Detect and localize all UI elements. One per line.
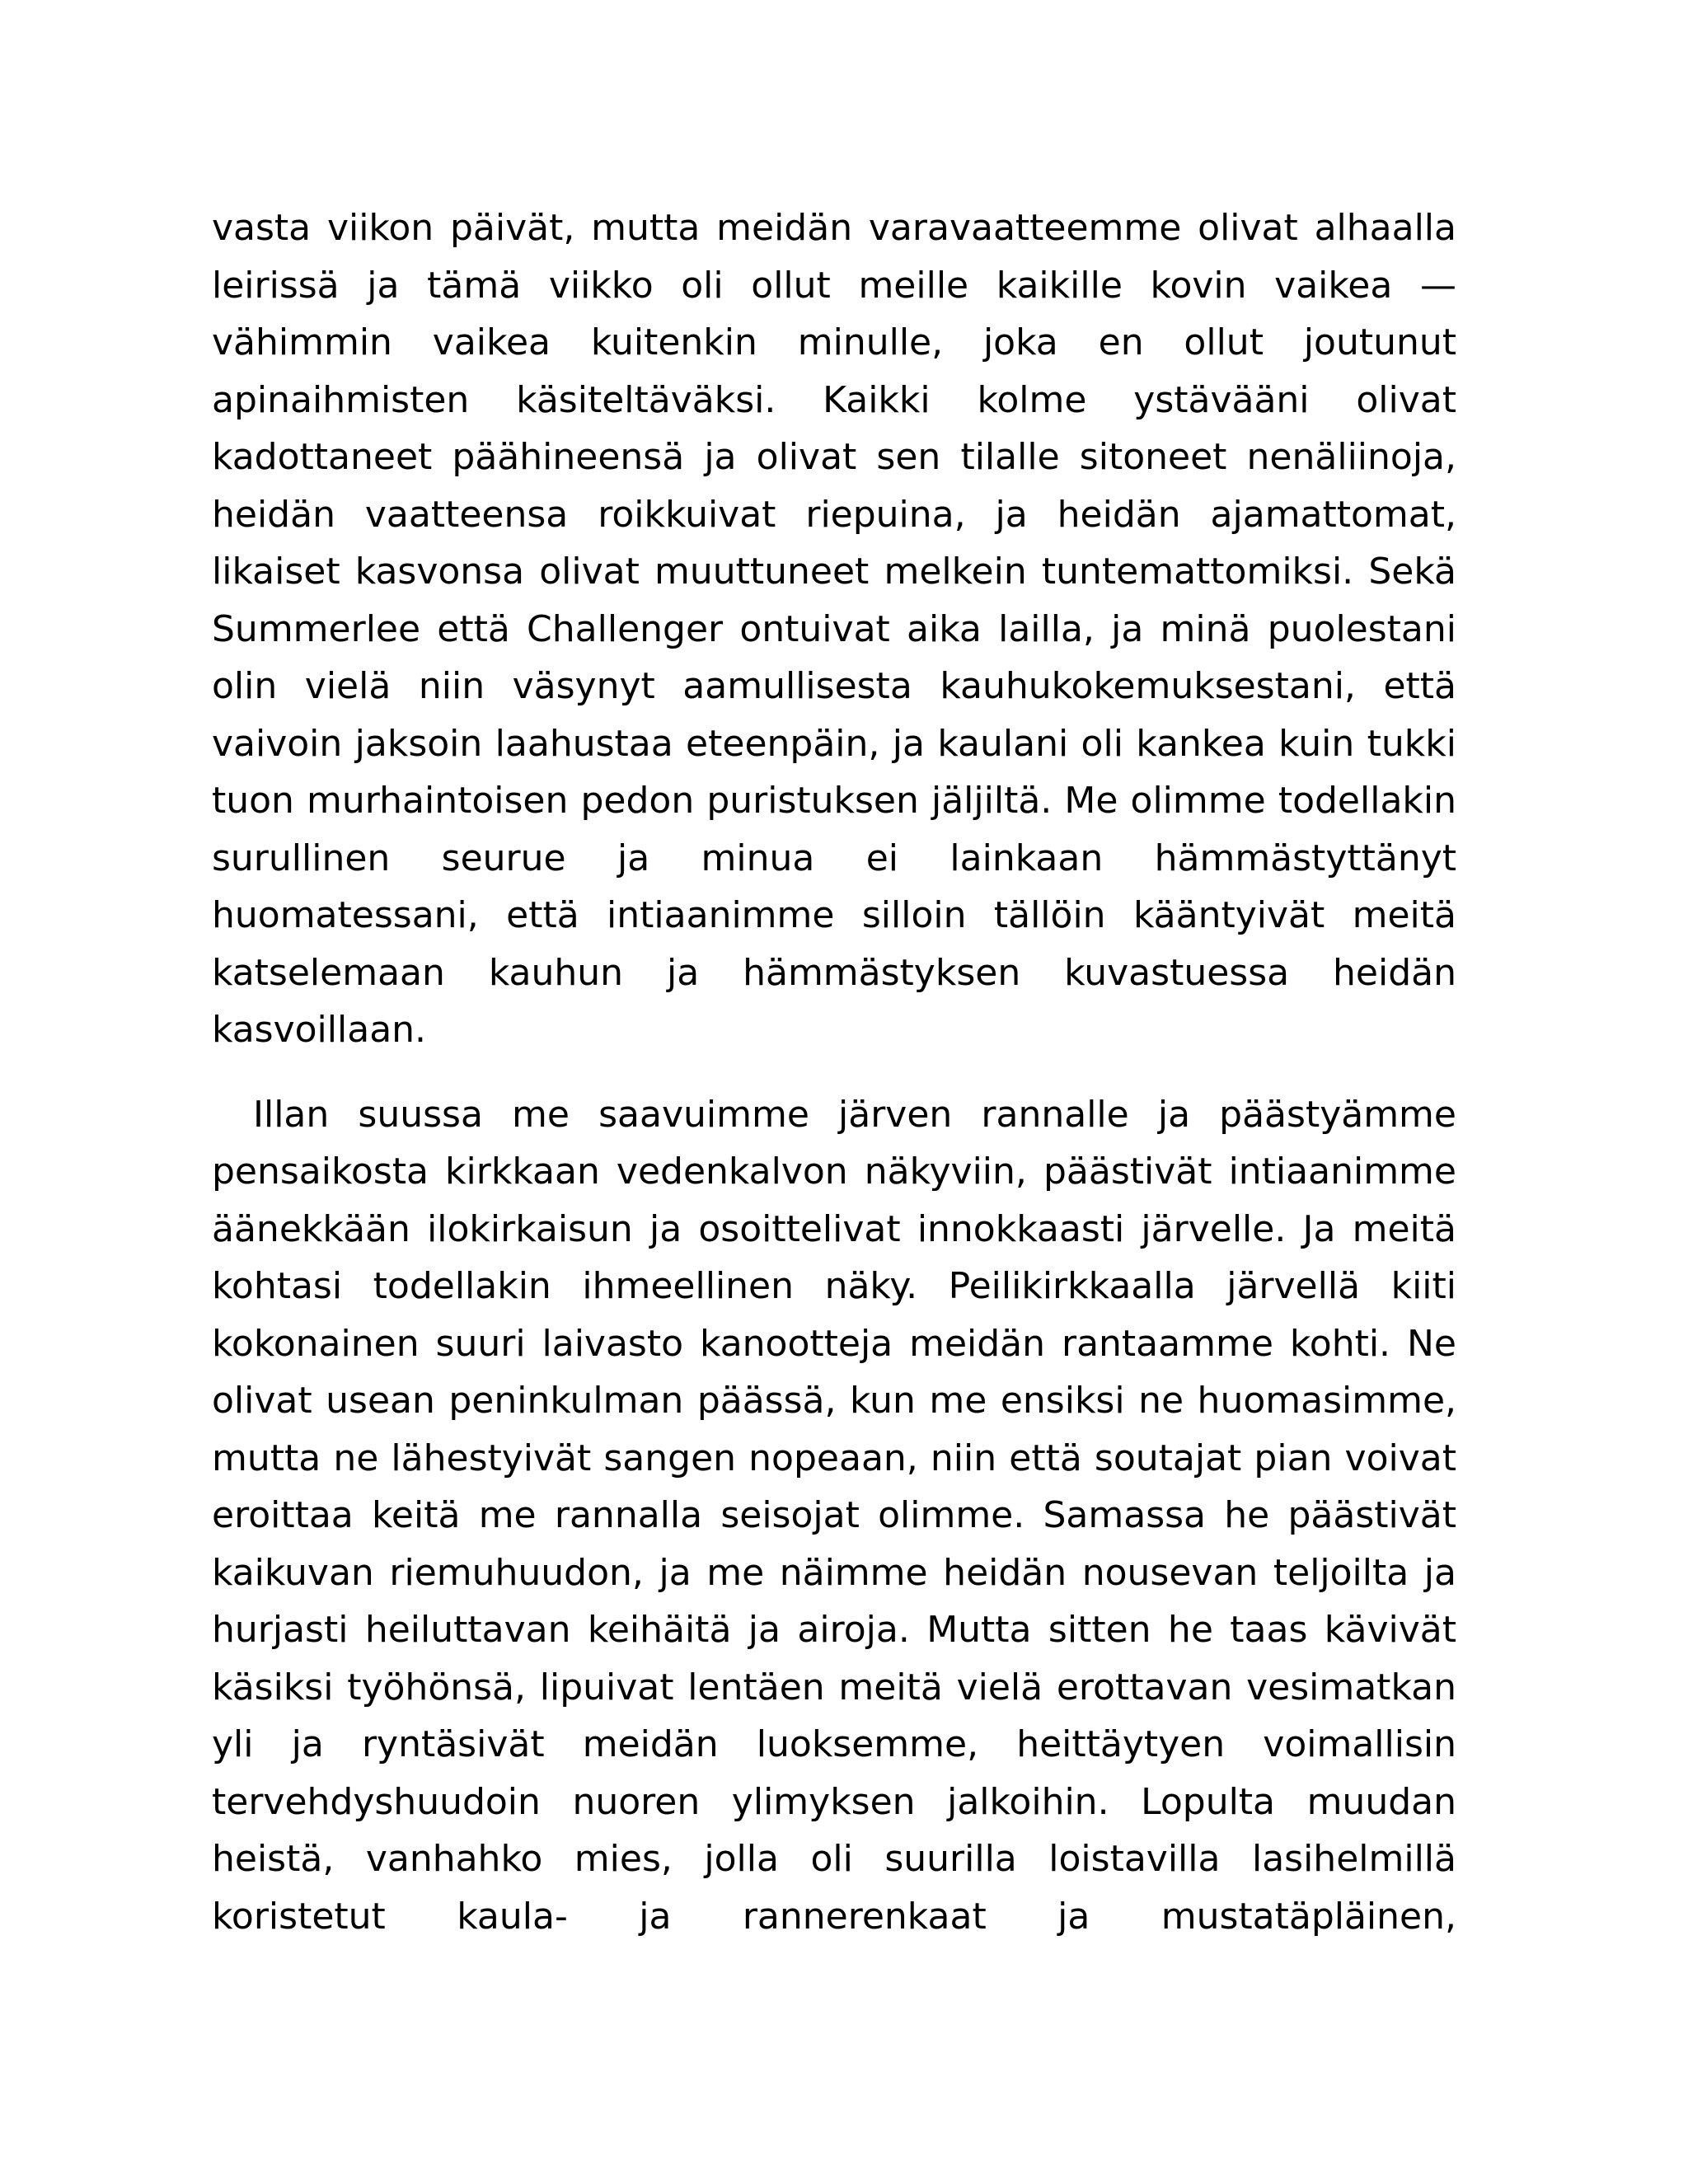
- paragraph-2: Illan suussa me saavuimme järven rannalle ja päästyämme pensaikosta kirkkaan vedenkalvon näkyviin, päästivät intiaanimme äänekkään ilokirkaisun ja osoittelivat innokkaasti järvelle. Ja meitä kohtasi todellakin ihmeellinen näky. Peilikirkkaalla järvellä kiiti kokonainen suuri laivasto kanootteja meidän rantaamme kohti. Ne olivat usean peninkulman päässä, kun me ensiksi ne huomasimme, mutta ne lähestyivät sangen nopeaan, niin että soutajat pian voivat eroittaa keitä me rannalla seisojat olimme. Samassa he päästivät kaikuvan riemuhuudon, ja me näimme heidän nousevan teljoilta ja hurjasti heiluttavan keihäitä ja airoja. Mutta sitten he taas kävivät käsiksi työhönsä, lipuivat lentäen meitä vielä erottavan vesimatkan yli ja ryntäsivät meidän luoksemme, heittäytyen voimallisin tervehdyshuudoin nuoren ylimyksen jalkoihin. Lopulta muudan heistä, vanhahko mies, jolla oli suurilla loistavilla lasihelmillä koristetut kaula- ja rannerenkaat ja mustatäpläinen,: [212, 1093, 1456, 1938]
- paragraph-1: vasta viikon päivät, mutta meidän varavaatteemme olivat alhaalla leirissä ja tämä viikko oli ollut meille kaikille kovin vaikea — vähimmin vaikea kuitenkin minulle, joka en ollut joutunut apinaihmisten käsiteltäväksi. Kaikki kolme ystävääni olivat kadottaneet päähineensä ja olivat sen tilalle sitoneet nenäliinoja, heidän vaatteensa roikkuivat riepuina, ja heidän ajamattomat, likaiset kasvonsa olivat muuttuneet melkein tuntemattomiksi. Sekä Summerlee että Challenger ontuivat aika lailla, ja minä puolestani olin vielä niin väsynyt aamullisesta kauhukokemuksestani, että vaivoin jaksoin laahustaa eteenpäin, ja kaulani oli kankea kuin tukki tuon murhaintoisen pedon puristuksen jäljiltä. Me olimme todellakin surullinen seurue ja minua ei lainkaan hämmästyttänyt huomatessani, että intiaanimme silloin tällöin kääntyivät meitä katselemaan kauhun ja hämmästyksen kuvastuessa heidän kasvoillaan.: [212, 207, 1456, 1051]
- body-text: [212, 199, 1456, 1945]
